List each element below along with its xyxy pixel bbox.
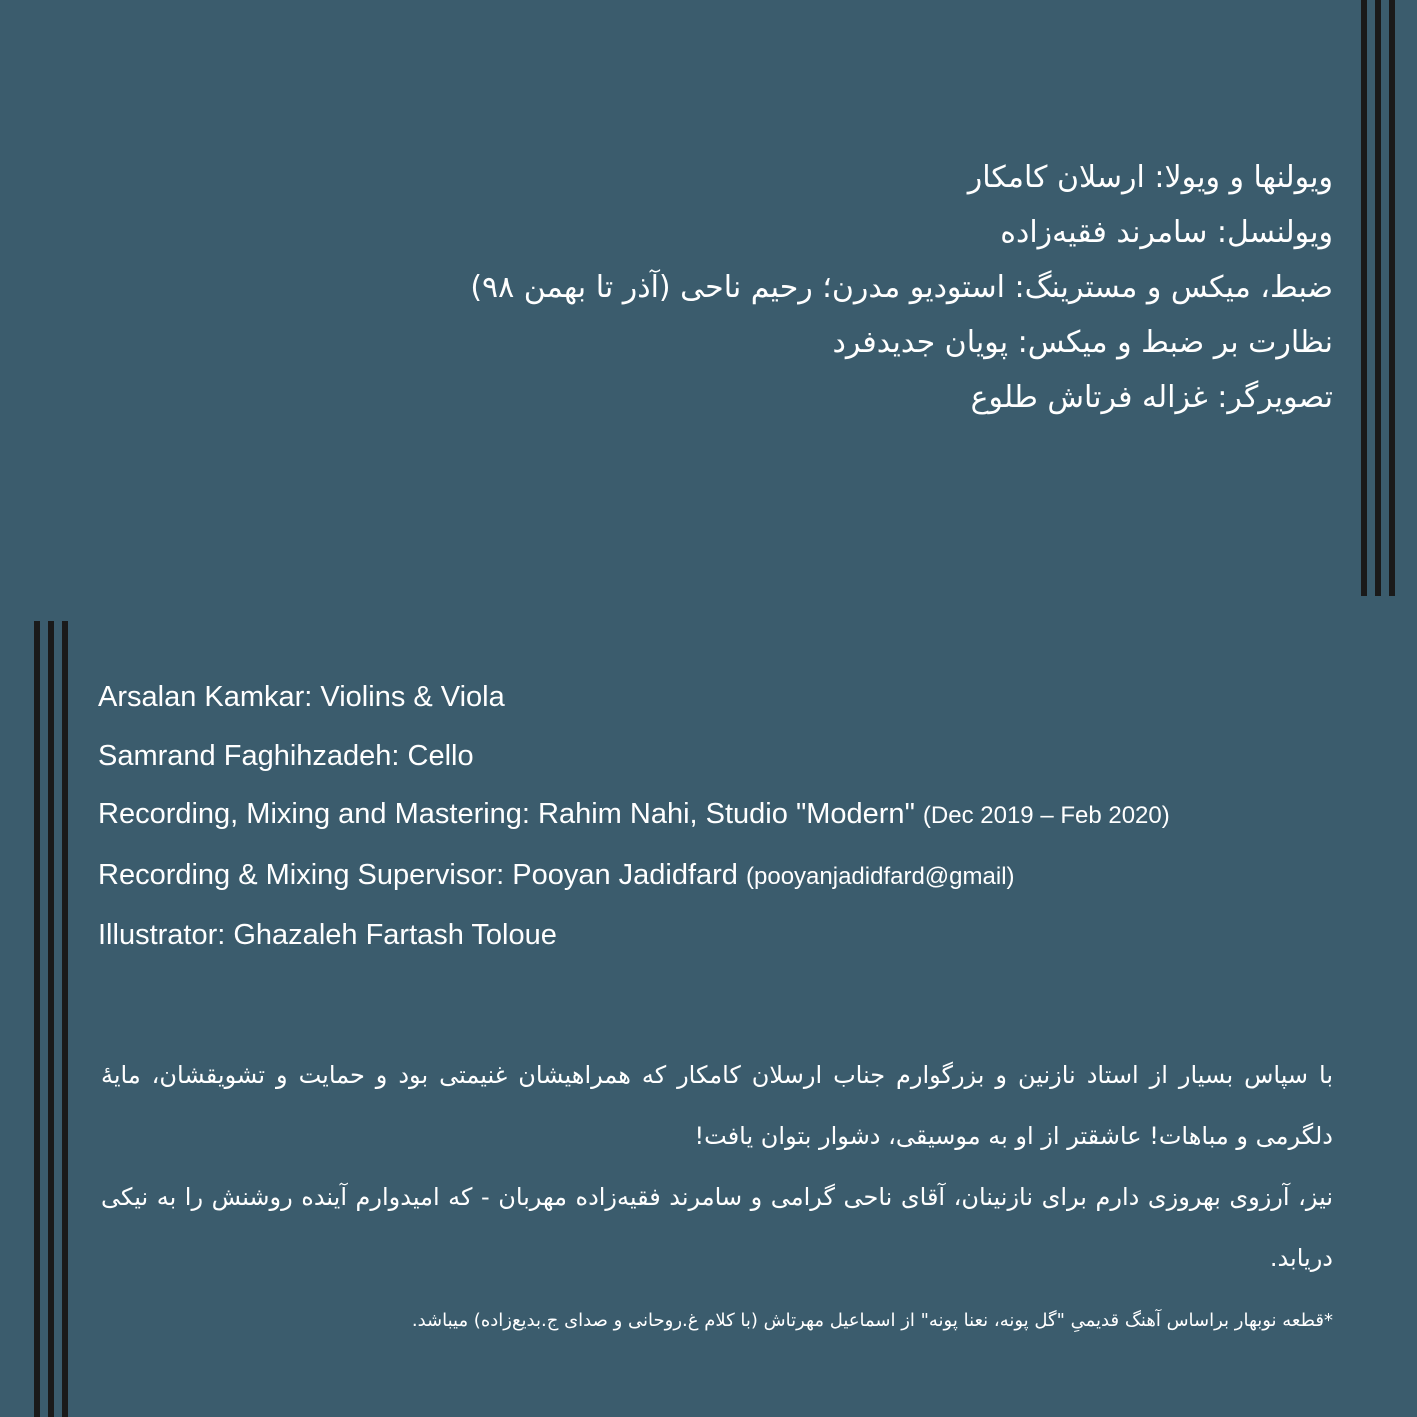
decorative-bar (1389, 0, 1395, 596)
english-credit-supervisor-email: (pooyanjadidfard@gmail) (746, 862, 1015, 890)
persian-credit-violins: ویولنها و ویولا: ارسلان کامکار (967, 160, 1333, 195)
english-credit-cello: Samrand Faghihzadeh: Cello (98, 739, 474, 772)
persian-credit-illustrator: تصویرگر: غزاله فرتاش طلوع (970, 380, 1333, 415)
english-credit-supervisor-text: Recording & Mixing Supervisor: Pooyan Jadidfard (98, 858, 738, 891)
persian-credit-recording: ضبط، میکس و مسترینگ: استودیو مدرن؛ رحیم ناحی (آذر تا بهمن ۹۸) (470, 270, 1333, 305)
decorative-bar (48, 621, 54, 1417)
english-credit-recording (98, 785, 1358, 846)
decorative-bar (1361, 0, 1367, 596)
acknowledgement-paragraph-2: نیز، آرزوی بهروزی دارم برای نازنینان، آقای ناحی گرامی و سامرند فقیه‌زاده مهربان - که امیدوارم آینده روشنش را به نیکی دریابد. (101, 1183, 1333, 1272)
english-credit-recording-text: Recording, Mixing and Mastering: Rahim Nahi, Studio "Modern" (98, 798, 915, 830)
persian-credit-supervisor: نظارت بر ضبط و میکس: پویان جدیدفرد (832, 325, 1333, 360)
decorative-bars-left (34, 621, 68, 1417)
english-credit-illustrator: Illustrator: Ghazaleh Fartash Toloue (98, 919, 557, 951)
footnote: *قطعه نوبهار براساس آهنگ قدیمیِ "گل پونه، نعنا پونه" از اسماعیل مهرتاش (با کلام غ.روحانی و صدای ج.بدیع‌زاده) میباشد. (411, 1310, 1333, 1331)
persian-credit-cello: ویولنسل: سامرند فقیه‌زاده (1000, 215, 1333, 250)
english-credits (98, 668, 1358, 965)
decorative-bar (34, 621, 40, 1417)
english-credit-recording-dates: (Dec 2019 – Feb 2020) (922, 802, 1170, 829)
decorative-bar (1375, 0, 1381, 596)
persian-credits (333, 150, 1333, 425)
acknowledgement-paragraph-1: با سپاس بسیار از استاد نازنین و بزرگوارم جناب ارسلان کامکار که همراهیشان غنیمتی بود و حمایت و تشویقشان، مایهٔ دلگرمی و مباهات! عاشقتر از او به موسیقی، دشوار بتوان یافت! (101, 1061, 1333, 1150)
decorative-bars-top-right (1361, 0, 1395, 596)
acknowledgements (101, 1045, 1333, 1289)
english-credit-supervisor (98, 846, 1358, 907)
english-credit-violins: Arsalan Kamkar: Violins & Viola (98, 681, 505, 713)
decorative-bar (62, 621, 68, 1417)
